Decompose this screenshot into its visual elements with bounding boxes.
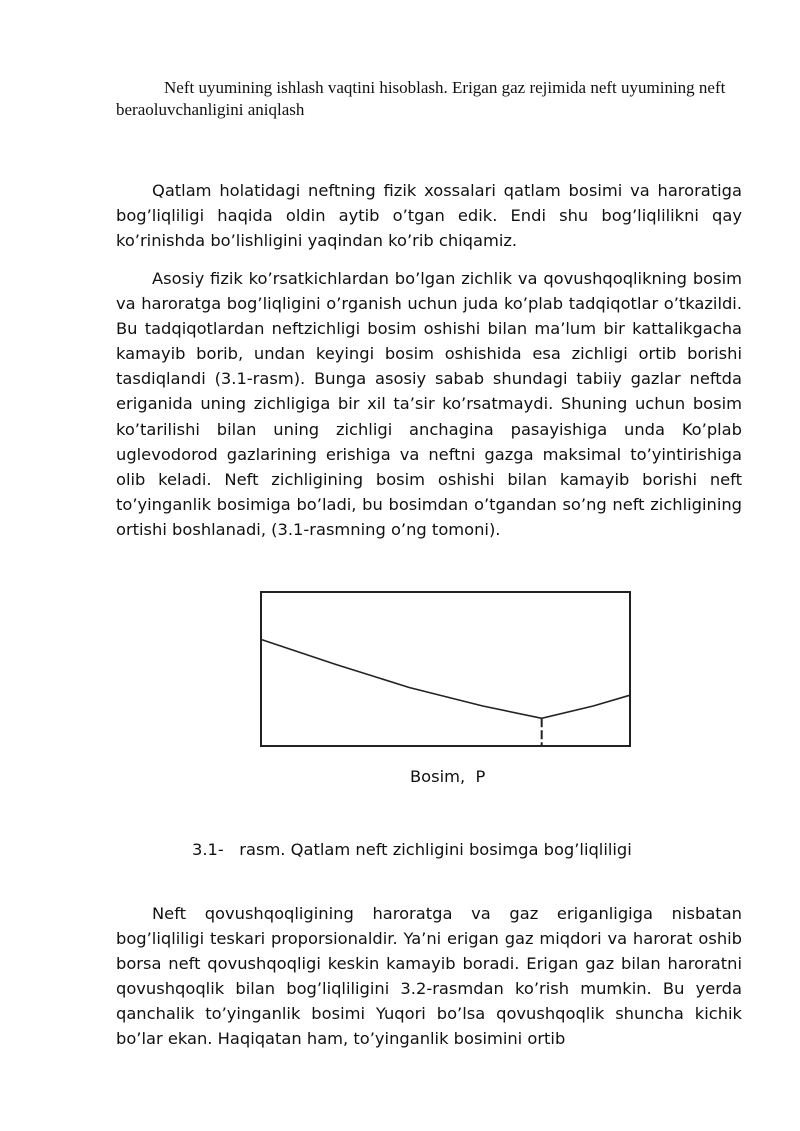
paragraph-1: Qatlam holatidagi neftning fizik xossalari qatlam bosimi va haroratiga bog’liqliligi haqida oldin aytib o’tgan edik. Endi shu bog’liqlilikni qay ko’rinishda bo’lishligini yaqindan ko’rib chiqamiz.	[116, 181, 742, 251]
x-axis-label: Bosim, P	[410, 767, 486, 786]
density-pressure-chart	[260, 590, 632, 750]
paragraph-3: Neft qovushqoqligining haroratga va gaz eriganligiga nisbatan bog’liqliligi teskari proporsionaldir. Ya’ni erigan gaz miqdori va harorat oshib borsa neft qovushqoqligi keskin kamayib boradi. Erigan gaz bilan haroratni qovushqoqlik bilan bog’liqliligini 3.2-rasmdan ko’rish mumkin. Bu yerda qanchalik to’yinganlik bosimi Yuqori bo’lsa qovushqoqlik shuncha kichik bo’lar ekan. Haqiqatan ham, to’yinganlik bosimini ortib	[116, 904, 742, 1049]
figure-caption: 3.1- rasm. Qatlam neft zichligini bosimga bog’liqliligi	[192, 840, 632, 859]
chart-frame	[261, 592, 630, 746]
paragraph-2: Asosiy fizik ko’rsatkichlardan bo’lgan zichlik va qovushqoqlikning bosim va haroratga bog’liqligini o’rganish uchun juda ko’plab tadqiqotlar o’tkazildi. Bu tadqiqotlardan neftzichligi bosim oshishi bilan ma’lum bir kattalikgacha kamayib borib, undan keyingi bosim oshishida esa zichligi ortib borishi tasdiqlandi (3.1-rasm). Bunga asosiy sabab shundagi tabiiy gazlar neftda eriganida uning zichligiga bir xil ta’sir ko’rsatmaydi. Shuning uchun bosim ko’tarilishi bilan uning zichligi anchagina pasayishiga unda Ko’plab uglevodorod gazlarining erishiga va neftni gazga maksimal to’yintirishiga olib keladi. Neft zichligining bosim oshishi bilan kamayib borishi neft to’yinganlik bosimiga bo’ladi, bu bosimdan o’tgandan so’ng neft zichligining ortishi boshlanadi, (3.1-rasmning o’ng tomoni).	[116, 269, 742, 539]
chart-canvas	[260, 590, 632, 750]
series-line	[262, 640, 630, 719]
section-heading: Neft uyumining ishlash vaqtini hisoblash. Erigan gaz rejimida neft uyumining neft beraoluvchanligini aniqlash	[116, 78, 726, 119]
